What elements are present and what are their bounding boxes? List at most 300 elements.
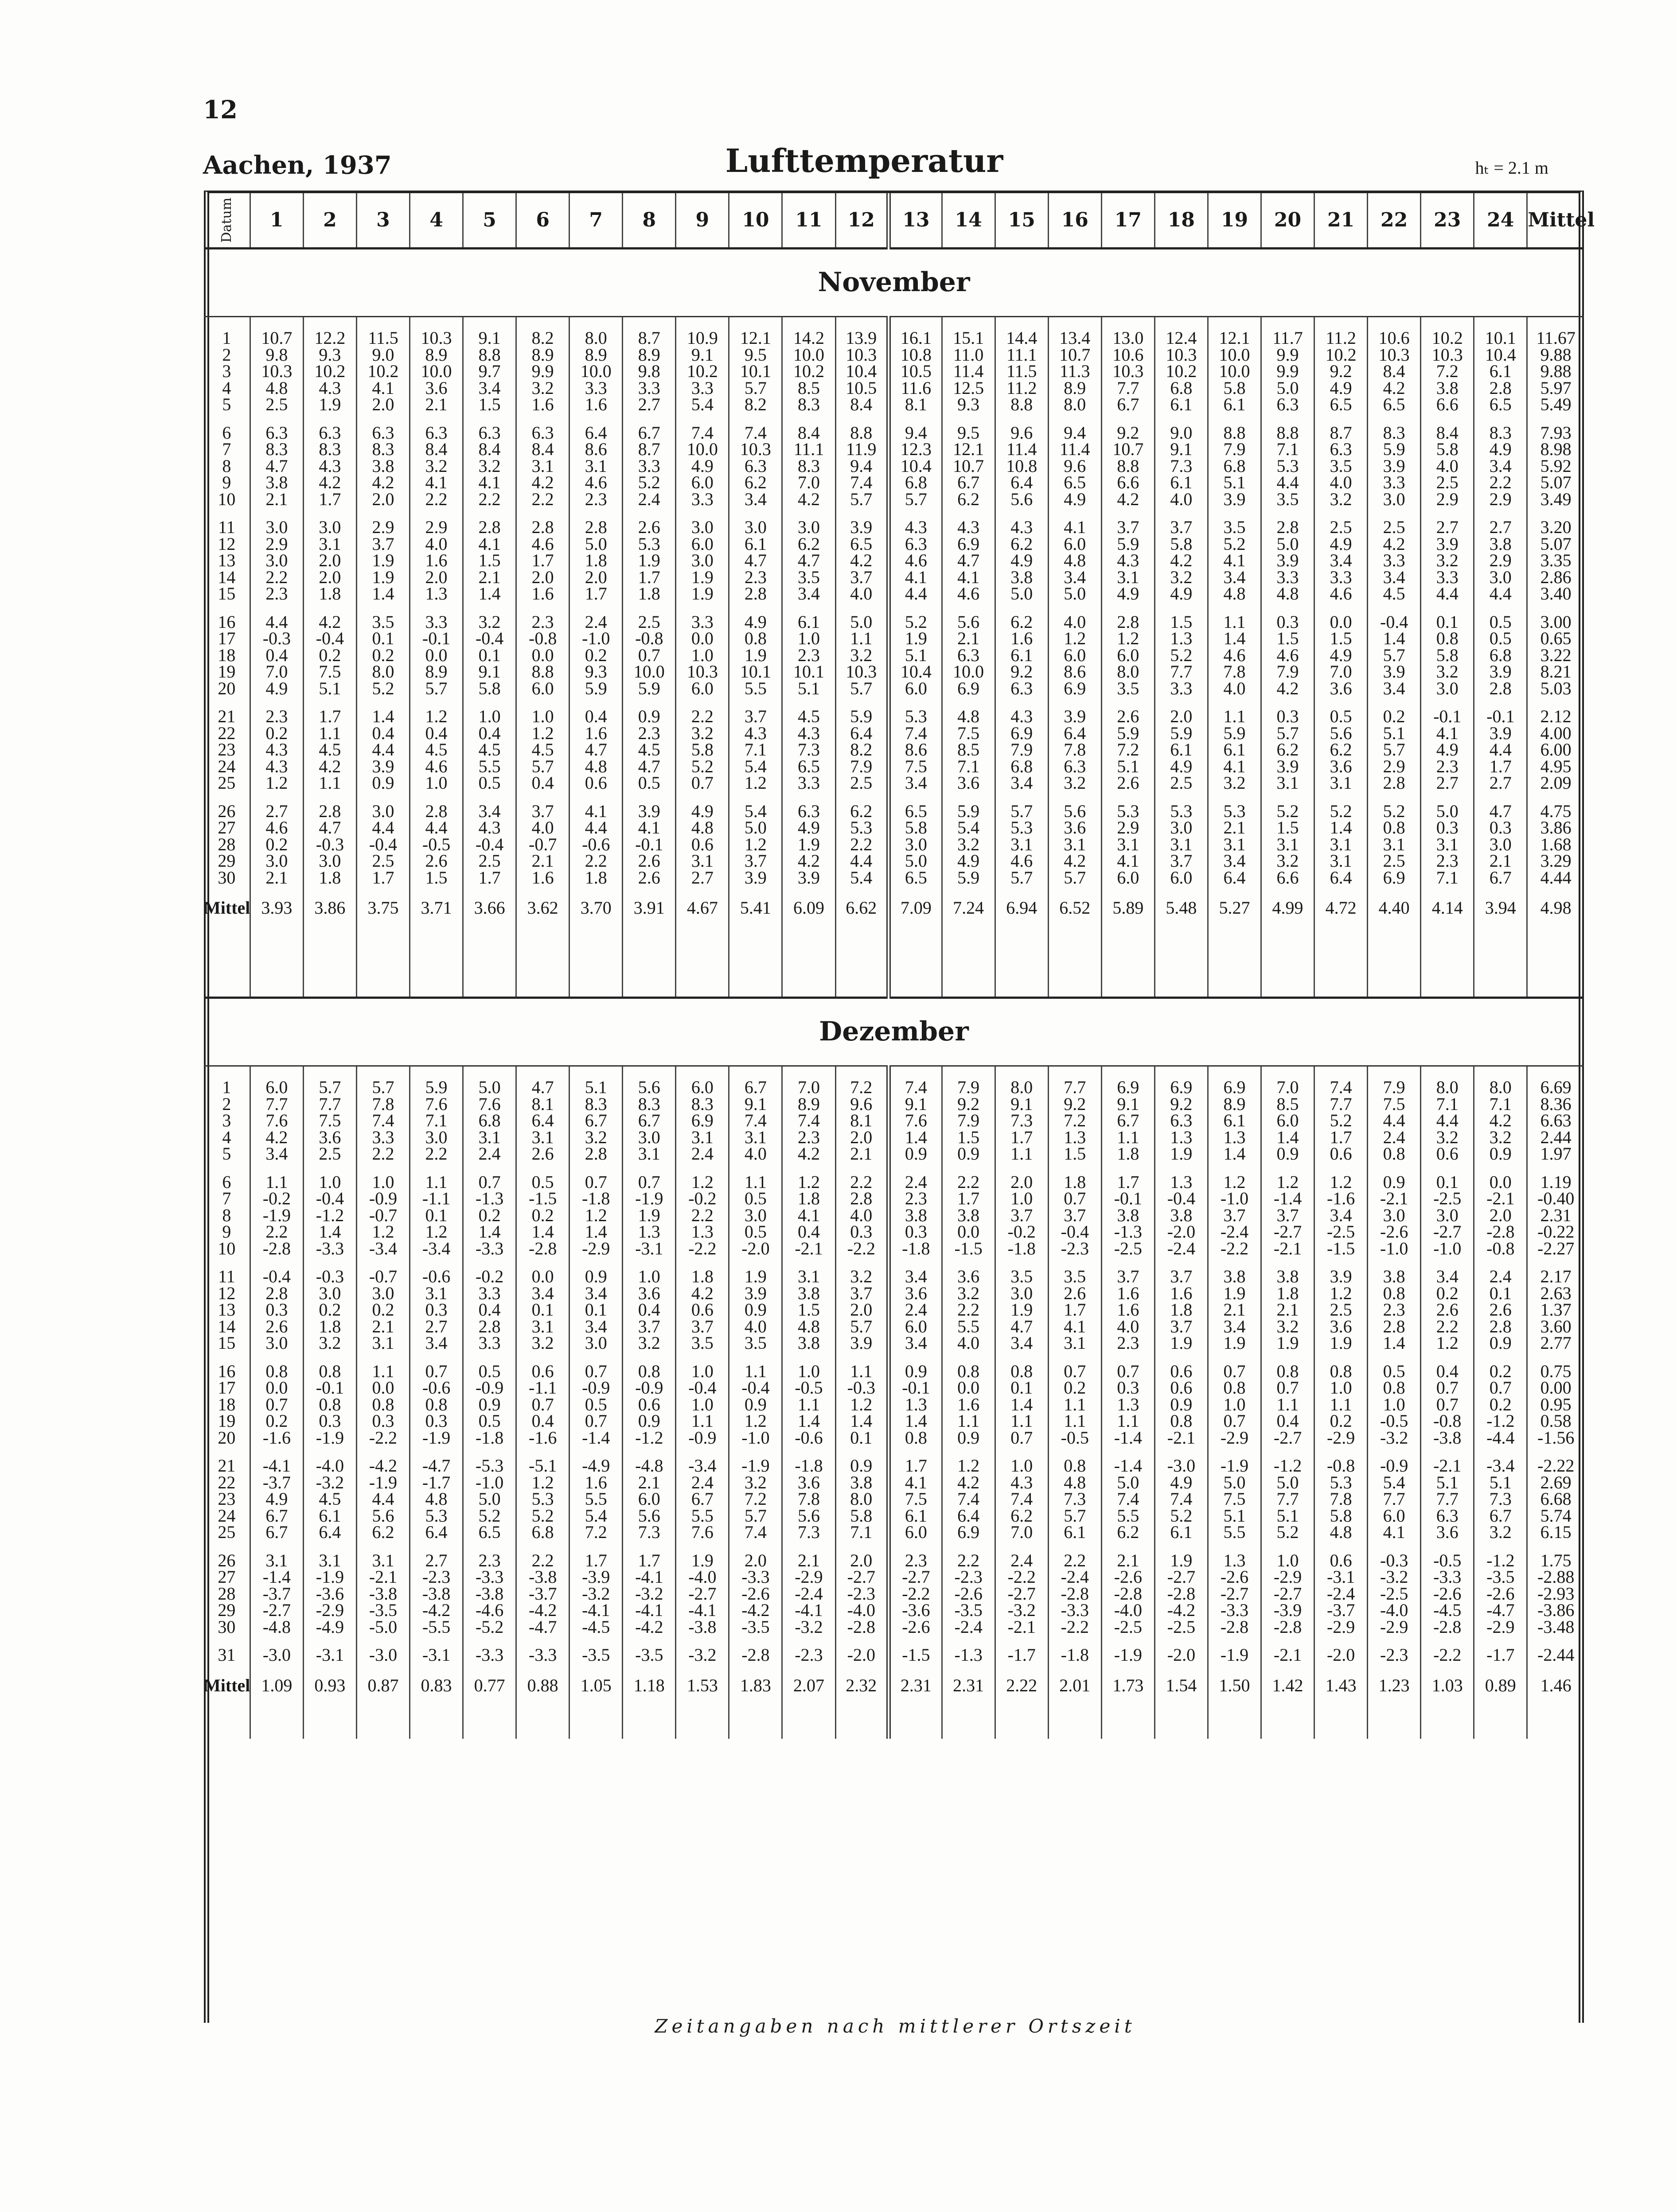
day-row	[204, 614, 1584, 631]
hourly-value: 8.3	[303, 441, 356, 458]
hourly-value: -2.4	[782, 1585, 835, 1602]
hourly-value: 2.2	[250, 1223, 303, 1240]
day-row	[204, 1647, 1584, 1663]
hourly-value: -3.5	[1474, 1569, 1527, 1585]
hourly-value: -3.5	[942, 1602, 995, 1619]
hourly-value: 2.8	[569, 1145, 623, 1162]
day-row	[204, 1524, 1584, 1541]
hourly-value: 1.2	[835, 1396, 889, 1413]
hourly-value: 1.1	[676, 1413, 729, 1429]
daily-mean-value: 5.03	[1527, 680, 1584, 697]
hourly-value: 6.0	[676, 536, 729, 553]
hourly-value: 3.0	[1421, 680, 1474, 697]
hourly-value: -1.0	[1208, 1190, 1261, 1207]
hourly-value: 1.6	[516, 869, 569, 886]
daily-mean-value: 9.88	[1527, 363, 1584, 380]
hourly-value: 3.1	[1208, 836, 1261, 853]
hourly-value: 5.9	[1154, 725, 1208, 742]
hourly-value: 6.9	[676, 1112, 729, 1129]
hourly-value: 4.2	[250, 1129, 303, 1146]
daily-mean-value: 3.86	[1527, 819, 1584, 836]
hourly-value: -1.9	[729, 1457, 782, 1474]
hourly-value: 2.0	[356, 396, 410, 413]
hourly-value: 6.1	[1048, 1524, 1101, 1541]
hourly-value: 8.8	[463, 347, 516, 363]
hourly-value: -2.2	[676, 1240, 729, 1257]
hourly-value: 12.3	[889, 441, 942, 458]
hourly-value: 2.5	[303, 1145, 356, 1162]
hourly-value: 5.3	[516, 1491, 569, 1507]
hourly-mean-value: 1.46	[1527, 1663, 1584, 1708]
hourly-value: 2.2	[1048, 1552, 1101, 1569]
hourly-value: -2.6	[1208, 1569, 1261, 1585]
day-row	[204, 363, 1584, 380]
daily-mean-value: 6.69	[1527, 1079, 1584, 1096]
day-row	[204, 630, 1584, 647]
hourly-mean-value: 3.94	[1474, 886, 1527, 930]
hourly-value: 0.3	[1261, 708, 1314, 725]
hourly-value: 6.2	[835, 803, 889, 820]
hourly-value: -2.3	[410, 1569, 463, 1585]
hourly-value: -1.5	[1314, 1240, 1368, 1257]
hourly-value: 3.8	[889, 1207, 942, 1224]
hourly-value: 8.8	[1261, 424, 1314, 441]
hourly-value: 5.5	[729, 680, 782, 697]
hourly-value: 6.9	[942, 680, 995, 697]
hour-header: 18	[1154, 193, 1208, 249]
hourly-value: 5.3	[835, 819, 889, 836]
hourly-value: -2.6	[1368, 1223, 1421, 1240]
hourly-value: 10.3	[835, 663, 889, 680]
hourly-value: 1.0	[1368, 1396, 1421, 1413]
hourly-value: -4.1	[250, 1457, 303, 1474]
hourly-value: 4.1	[782, 1207, 835, 1224]
group-gap-row	[204, 697, 1584, 708]
hourly-value: 1.3	[1154, 1129, 1208, 1146]
blank-cell	[204, 930, 250, 998]
hourly-value: 7.4	[676, 424, 729, 441]
hourly-value: 1.8	[569, 552, 623, 569]
hourly-value: 1.8	[1101, 1145, 1154, 1162]
hourly-value: 3.1	[1368, 836, 1421, 853]
hourly-value: 10.1	[729, 663, 782, 680]
daily-mean-value: 9.88	[1527, 347, 1584, 363]
hourly-value: 0.7	[623, 1174, 676, 1191]
hourly-value: 7.6	[676, 1524, 729, 1541]
group-gap-row	[204, 1351, 1584, 1363]
hourly-value: 3.6	[942, 1268, 995, 1285]
hourly-value: 2.5	[1314, 1301, 1368, 1318]
hourly-value: 0.0	[942, 1223, 995, 1240]
hourly-value: 4.4	[356, 819, 410, 836]
daily-mean-value: -3.86	[1527, 1602, 1584, 1619]
hourly-value: 0.3	[356, 1413, 410, 1429]
hourly-value: 3.1	[463, 1129, 516, 1146]
hourly-value: 3.3	[1314, 569, 1368, 586]
hourly-value: 8.7	[1314, 424, 1368, 441]
day-row	[204, 1268, 1584, 1285]
hour-header: 19	[1208, 193, 1261, 249]
hourly-value: 3.7	[356, 536, 410, 553]
hourly-value: 0.2	[1421, 1285, 1474, 1302]
hourly-value: -2.1	[995, 1619, 1048, 1636]
daily-mean-value: 7.93	[1527, 424, 1584, 441]
hourly-value: 13.0	[1101, 330, 1154, 347]
hourly-value: -3.8	[676, 1619, 729, 1636]
day-row	[204, 1301, 1584, 1318]
hourly-value: 7.4	[729, 1524, 782, 1541]
hourly-value: 6.8	[463, 1112, 516, 1129]
hourly-value: 8.9	[1208, 1096, 1261, 1113]
hourly-value: 2.8	[463, 1318, 516, 1335]
hourly-value: 9.8	[250, 347, 303, 363]
hourly-value: 7.8	[356, 1096, 410, 1113]
hourly-value: 1.4	[889, 1129, 942, 1146]
hourly-mean-value: 5.89	[1101, 886, 1154, 930]
hourly-value: 6.2	[1314, 741, 1368, 758]
daily-mean-value: 8.98	[1527, 441, 1584, 458]
hourly-value: 8.3	[676, 1096, 729, 1113]
day-number: 9	[222, 472, 231, 492]
hourly-value: 0.5	[463, 775, 516, 791]
blank-cell	[889, 1708, 942, 1739]
hourly-value: 0.9	[942, 1429, 995, 1446]
hourly-value: 4.9	[1314, 647, 1368, 664]
hourly-value: -3.4	[1474, 1457, 1527, 1474]
hourly-value: 2.4	[889, 1174, 942, 1191]
hourly-value: 0.9	[1154, 1396, 1208, 1413]
hourly-value: 6.3	[1261, 396, 1314, 413]
hourly-value: -0.4	[676, 1379, 729, 1396]
hourly-value: 6.5	[782, 758, 835, 775]
hourly-value: 2.8	[1474, 680, 1527, 697]
hourly-value: 8.0	[569, 330, 623, 347]
hourly-value: 5.3	[995, 819, 1048, 836]
hourly-value: 1.2	[250, 775, 303, 791]
hourly-value: 8.6	[569, 441, 623, 458]
hourly-value: 0.7	[1421, 1396, 1474, 1413]
hourly-value: 3.8	[782, 1335, 835, 1351]
hourly-value: -2.7	[1261, 1585, 1314, 1602]
hourly-value: 0.3	[835, 1223, 889, 1240]
hourly-value: 7.0	[782, 474, 835, 491]
daily-mean-value: -2.22	[1527, 1457, 1584, 1474]
hourly-value: -0.9	[623, 1379, 676, 1396]
hourly-value: 0.8	[303, 1363, 356, 1380]
hourly-value: -3.5	[569, 1647, 623, 1663]
hourly-value: 4.2	[1048, 853, 1101, 869]
hourly-value: -0.5	[782, 1379, 835, 1396]
blank-cell	[356, 1708, 410, 1739]
hourly-value: 0.0	[1474, 1174, 1527, 1191]
hourly-value: 0.5	[1474, 614, 1527, 631]
hourly-value: 1.7	[623, 1552, 676, 1569]
hourly-value: -1.9	[250, 1207, 303, 1224]
hourly-value: 3.2	[942, 836, 995, 853]
hourly-value: 3.5	[729, 1335, 782, 1351]
hourly-value: 4.4	[356, 741, 410, 758]
hourly-value: 3.1	[1154, 836, 1208, 853]
hourly-value: 5.0	[729, 819, 782, 836]
hourly-value: 0.9	[356, 775, 410, 791]
hourly-value: -4.8	[623, 1457, 676, 1474]
hourly-value: 3.3	[410, 614, 463, 631]
hourly-value: 4.9	[1314, 380, 1368, 397]
hourly-value: -1.9	[1208, 1647, 1261, 1663]
hourly-value: 2.8	[569, 519, 623, 536]
hourly-value: 7.5	[303, 663, 356, 680]
hourly-value: 7.2	[1048, 1112, 1101, 1129]
hourly-value: 6.8	[1474, 647, 1527, 664]
hourly-value: 11.2	[995, 380, 1048, 397]
hourly-mean-value: 3.86	[303, 886, 356, 930]
hourly-value: -3.7	[1314, 1602, 1368, 1619]
hourly-value: 6.3	[463, 424, 516, 441]
hourly-value: 6.9	[1208, 1079, 1261, 1096]
day-number: 26	[218, 1550, 236, 1570]
day-row	[204, 569, 1584, 586]
hourly-value: 1.9	[889, 630, 942, 647]
hourly-value: 1.9	[623, 1207, 676, 1224]
hourly-value: 0.1	[1421, 614, 1474, 631]
hourly-value: 3.5	[676, 1335, 729, 1351]
hourly-value: 1.0	[516, 708, 569, 725]
blank-cell	[516, 1708, 569, 1739]
hourly-value: -2.2	[1048, 1619, 1101, 1636]
hourly-value: 1.8	[782, 1190, 835, 1207]
day-row	[204, 519, 1584, 536]
hourly-value: 6.7	[569, 1112, 623, 1129]
hourly-value: 0.3	[1421, 819, 1474, 836]
hourly-value: 6.3	[410, 424, 463, 441]
hourly-value: 1.2	[1314, 1174, 1368, 1191]
hourly-value: -2.9	[1368, 1619, 1421, 1636]
hourly-value: 1.0	[995, 1457, 1048, 1474]
hourly-value: 8.0	[835, 1491, 889, 1507]
footer-note: Zeitangaben nach mittlerer Ortszeit	[655, 2015, 1136, 2037]
page-title: Lufttemperatur	[725, 142, 1003, 179]
hourly-value: 3.3	[1261, 569, 1314, 586]
hourly-value: -0.9	[569, 1379, 623, 1396]
hourly-value: 3.9	[623, 803, 676, 820]
hourly-value: 3.1	[516, 1318, 569, 1335]
hourly-value: 4.9	[1314, 536, 1368, 553]
hourly-value: 4.2	[1154, 552, 1208, 569]
hourly-value: 2.5	[1368, 519, 1421, 536]
hourly-value: 11.5	[356, 330, 410, 347]
hourly-value: -2.4	[1048, 1569, 1101, 1585]
hourly-value: 4.0	[1048, 614, 1101, 631]
hourly-value: 6.1	[1208, 396, 1261, 413]
hourly-value: 10.3	[729, 441, 782, 458]
hourly-value: 1.1	[250, 1174, 303, 1191]
daily-mean-value: 1.97	[1527, 1145, 1584, 1162]
hourly-value: 7.3	[1474, 1491, 1527, 1507]
hourly-value: 7.7	[1421, 1491, 1474, 1507]
hourly-value: 0.6	[676, 1301, 729, 1318]
hourly-value: 9.8	[623, 363, 676, 380]
hourly-value: 2.3	[569, 491, 623, 508]
day-row	[204, 330, 1584, 347]
hourly-value: 1.9	[1208, 1285, 1261, 1302]
hour-header: 10	[729, 193, 782, 249]
hourly-value: 3.2	[835, 647, 889, 664]
hourly-value: -2.7	[1261, 1429, 1314, 1446]
hourly-value: 0.7	[1101, 1363, 1154, 1380]
hourly-value: 3.3	[463, 1335, 516, 1351]
hourly-value: 5.0	[1261, 536, 1314, 553]
hourly-value: 5.7	[303, 1079, 356, 1096]
hourly-value: -2.2	[835, 1240, 889, 1257]
hourly-value: 5.3	[623, 536, 676, 553]
hourly-mean-value: 4.14	[1421, 886, 1474, 930]
hourly-value: 8.6	[889, 741, 942, 758]
hourly-value: -2.6	[1101, 1569, 1154, 1585]
hourly-value: -2.2	[1421, 1647, 1474, 1663]
hourly-value: 2.7	[676, 869, 729, 886]
hourly-value: 8.4	[1368, 363, 1421, 380]
hour-header: 6	[516, 193, 569, 249]
hourly-value: 2.6	[1101, 708, 1154, 725]
hourly-value: 3.3	[676, 491, 729, 508]
hourly-value: 12.1	[729, 330, 782, 347]
day-number: 4	[222, 378, 231, 398]
hourly-value: 5.7	[410, 680, 463, 697]
hourly-value: 2.8	[1474, 1318, 1527, 1335]
hourly-value: -3.3	[1208, 1602, 1261, 1619]
hourly-value: 1.4	[889, 1413, 942, 1429]
hourly-value: 0.8	[1261, 1363, 1314, 1380]
hourly-value: 10.0	[1208, 347, 1261, 363]
hourly-value: 7.9	[1368, 1079, 1421, 1096]
hourly-value: 2.0	[835, 1552, 889, 1569]
hourly-value: 7.6	[410, 1096, 463, 1113]
hourly-value: 1.7	[356, 869, 410, 886]
hourly-value: 7.7	[1101, 380, 1154, 397]
hourly-mean-value: 4.40	[1368, 886, 1421, 930]
blank-cell	[1154, 930, 1208, 998]
hourly-value: -2.9	[569, 1240, 623, 1257]
hourly-value: 1.3	[623, 1223, 676, 1240]
hourly-value: 2.2	[250, 569, 303, 586]
hourly-value: 5.9	[835, 708, 889, 725]
hourly-value: 7.4	[995, 1491, 1048, 1507]
hourly-value: 7.4	[889, 1079, 942, 1096]
hour-header: 1	[250, 193, 303, 249]
hourly-value: 3.9	[835, 519, 889, 536]
hourly-value: 0.5	[729, 1190, 782, 1207]
hourly-value: 3.8	[1474, 536, 1527, 553]
hourly-mean-value: 3.66	[463, 886, 516, 930]
hourly-value: -0.2	[463, 1268, 516, 1285]
hourly-value: 1.0	[623, 1268, 676, 1285]
hourly-value: 4.5	[410, 741, 463, 758]
hourly-value: 0.1	[835, 1429, 889, 1446]
day-row	[204, 1619, 1584, 1636]
hourly-value: 1.4	[356, 585, 410, 602]
hourly-value: 10.1	[782, 663, 835, 680]
hourly-value: 3.7	[995, 1207, 1048, 1224]
hourly-value: -1.9	[303, 1429, 356, 1446]
hourly-value: 3.1	[1101, 836, 1154, 853]
hourly-value: 6.3	[1154, 1112, 1208, 1129]
hourly-value: 0.8	[1048, 1457, 1101, 1474]
day-row	[204, 1240, 1584, 1257]
hourly-value: -2.8	[1261, 1619, 1314, 1636]
hourly-value: -2.6	[729, 1585, 782, 1602]
blank-cell	[1261, 1708, 1314, 1739]
hourly-value: 7.0	[782, 1079, 835, 1096]
hourly-value: -0.4	[356, 836, 410, 853]
hourly-value: 5.2	[623, 474, 676, 491]
hourly-value: 4.3	[995, 519, 1048, 536]
hourly-value: 10.1	[729, 363, 782, 380]
hourly-value: 6.2	[729, 474, 782, 491]
hourly-value: -2.8	[1048, 1585, 1101, 1602]
daily-mean-value: 0.95	[1527, 1396, 1584, 1413]
hourly-value: 0.0	[410, 647, 463, 664]
hourly-value: 0.8	[729, 630, 782, 647]
hourly-value: -0.4	[303, 630, 356, 647]
daily-mean-value: 1.37	[1527, 1301, 1584, 1318]
hourly-value: 1.4	[1368, 1335, 1421, 1351]
hourly-value: 4.9	[1154, 585, 1208, 602]
hourly-value: 2.8	[729, 585, 782, 602]
hourly-value: 0.5	[1368, 1363, 1421, 1380]
hourly-mean-value: 1.50	[1208, 1663, 1261, 1708]
hourly-value: 1.2	[942, 1457, 995, 1474]
hourly-value: 9.3	[303, 347, 356, 363]
hourly-value: 2.1	[1261, 1301, 1314, 1318]
hourly-value: 9.1	[463, 663, 516, 680]
day-row	[204, 1174, 1584, 1191]
hourly-value: 11.9	[835, 441, 889, 458]
blank-cell	[1314, 1708, 1368, 1739]
month-heading-row	[204, 998, 1584, 1066]
blank-cell	[942, 1708, 995, 1739]
hourly-value: 1.1	[729, 1174, 782, 1191]
hourly-value: 6.3	[356, 424, 410, 441]
hourly-value: -0.9	[676, 1429, 729, 1446]
hourly-value: 3.8	[1368, 1268, 1421, 1285]
hourly-value: 6.3	[1048, 758, 1101, 775]
hourly-value: 2.2	[463, 491, 516, 508]
hour-header: 23	[1421, 193, 1474, 249]
daily-mean-value: -1.56	[1527, 1429, 1584, 1446]
hourly-value: 0.7	[1261, 1379, 1314, 1396]
hourly-value: -3.7	[516, 1585, 569, 1602]
day-row	[204, 536, 1584, 553]
hourly-value: 3.4	[1474, 458, 1527, 475]
hourly-value: 3.7	[1048, 1207, 1101, 1224]
hourly-value: 0.9	[729, 1396, 782, 1413]
hourly-value: -0.3	[303, 1268, 356, 1285]
hourly-value: 8.1	[889, 396, 942, 413]
hourly-value: 4.7	[729, 552, 782, 569]
hourly-value: 3.4	[463, 803, 516, 820]
hourly-value: 3.3	[676, 614, 729, 631]
hourly-mean-value: 1.83	[729, 1663, 782, 1708]
hourly-value: 0.4	[1261, 1413, 1314, 1429]
blank-cell	[1208, 1708, 1261, 1739]
hourly-value: -3.4	[410, 1240, 463, 1257]
hourly-value: 3.6	[1314, 680, 1368, 697]
daily-mean-value: 2.09	[1527, 775, 1584, 791]
temperature-table	[204, 193, 1595, 1739]
hourly-value: 2.4	[1368, 1129, 1421, 1146]
hourly-value: 5.2	[1314, 1112, 1368, 1129]
hourly-value: 4.8	[250, 380, 303, 397]
